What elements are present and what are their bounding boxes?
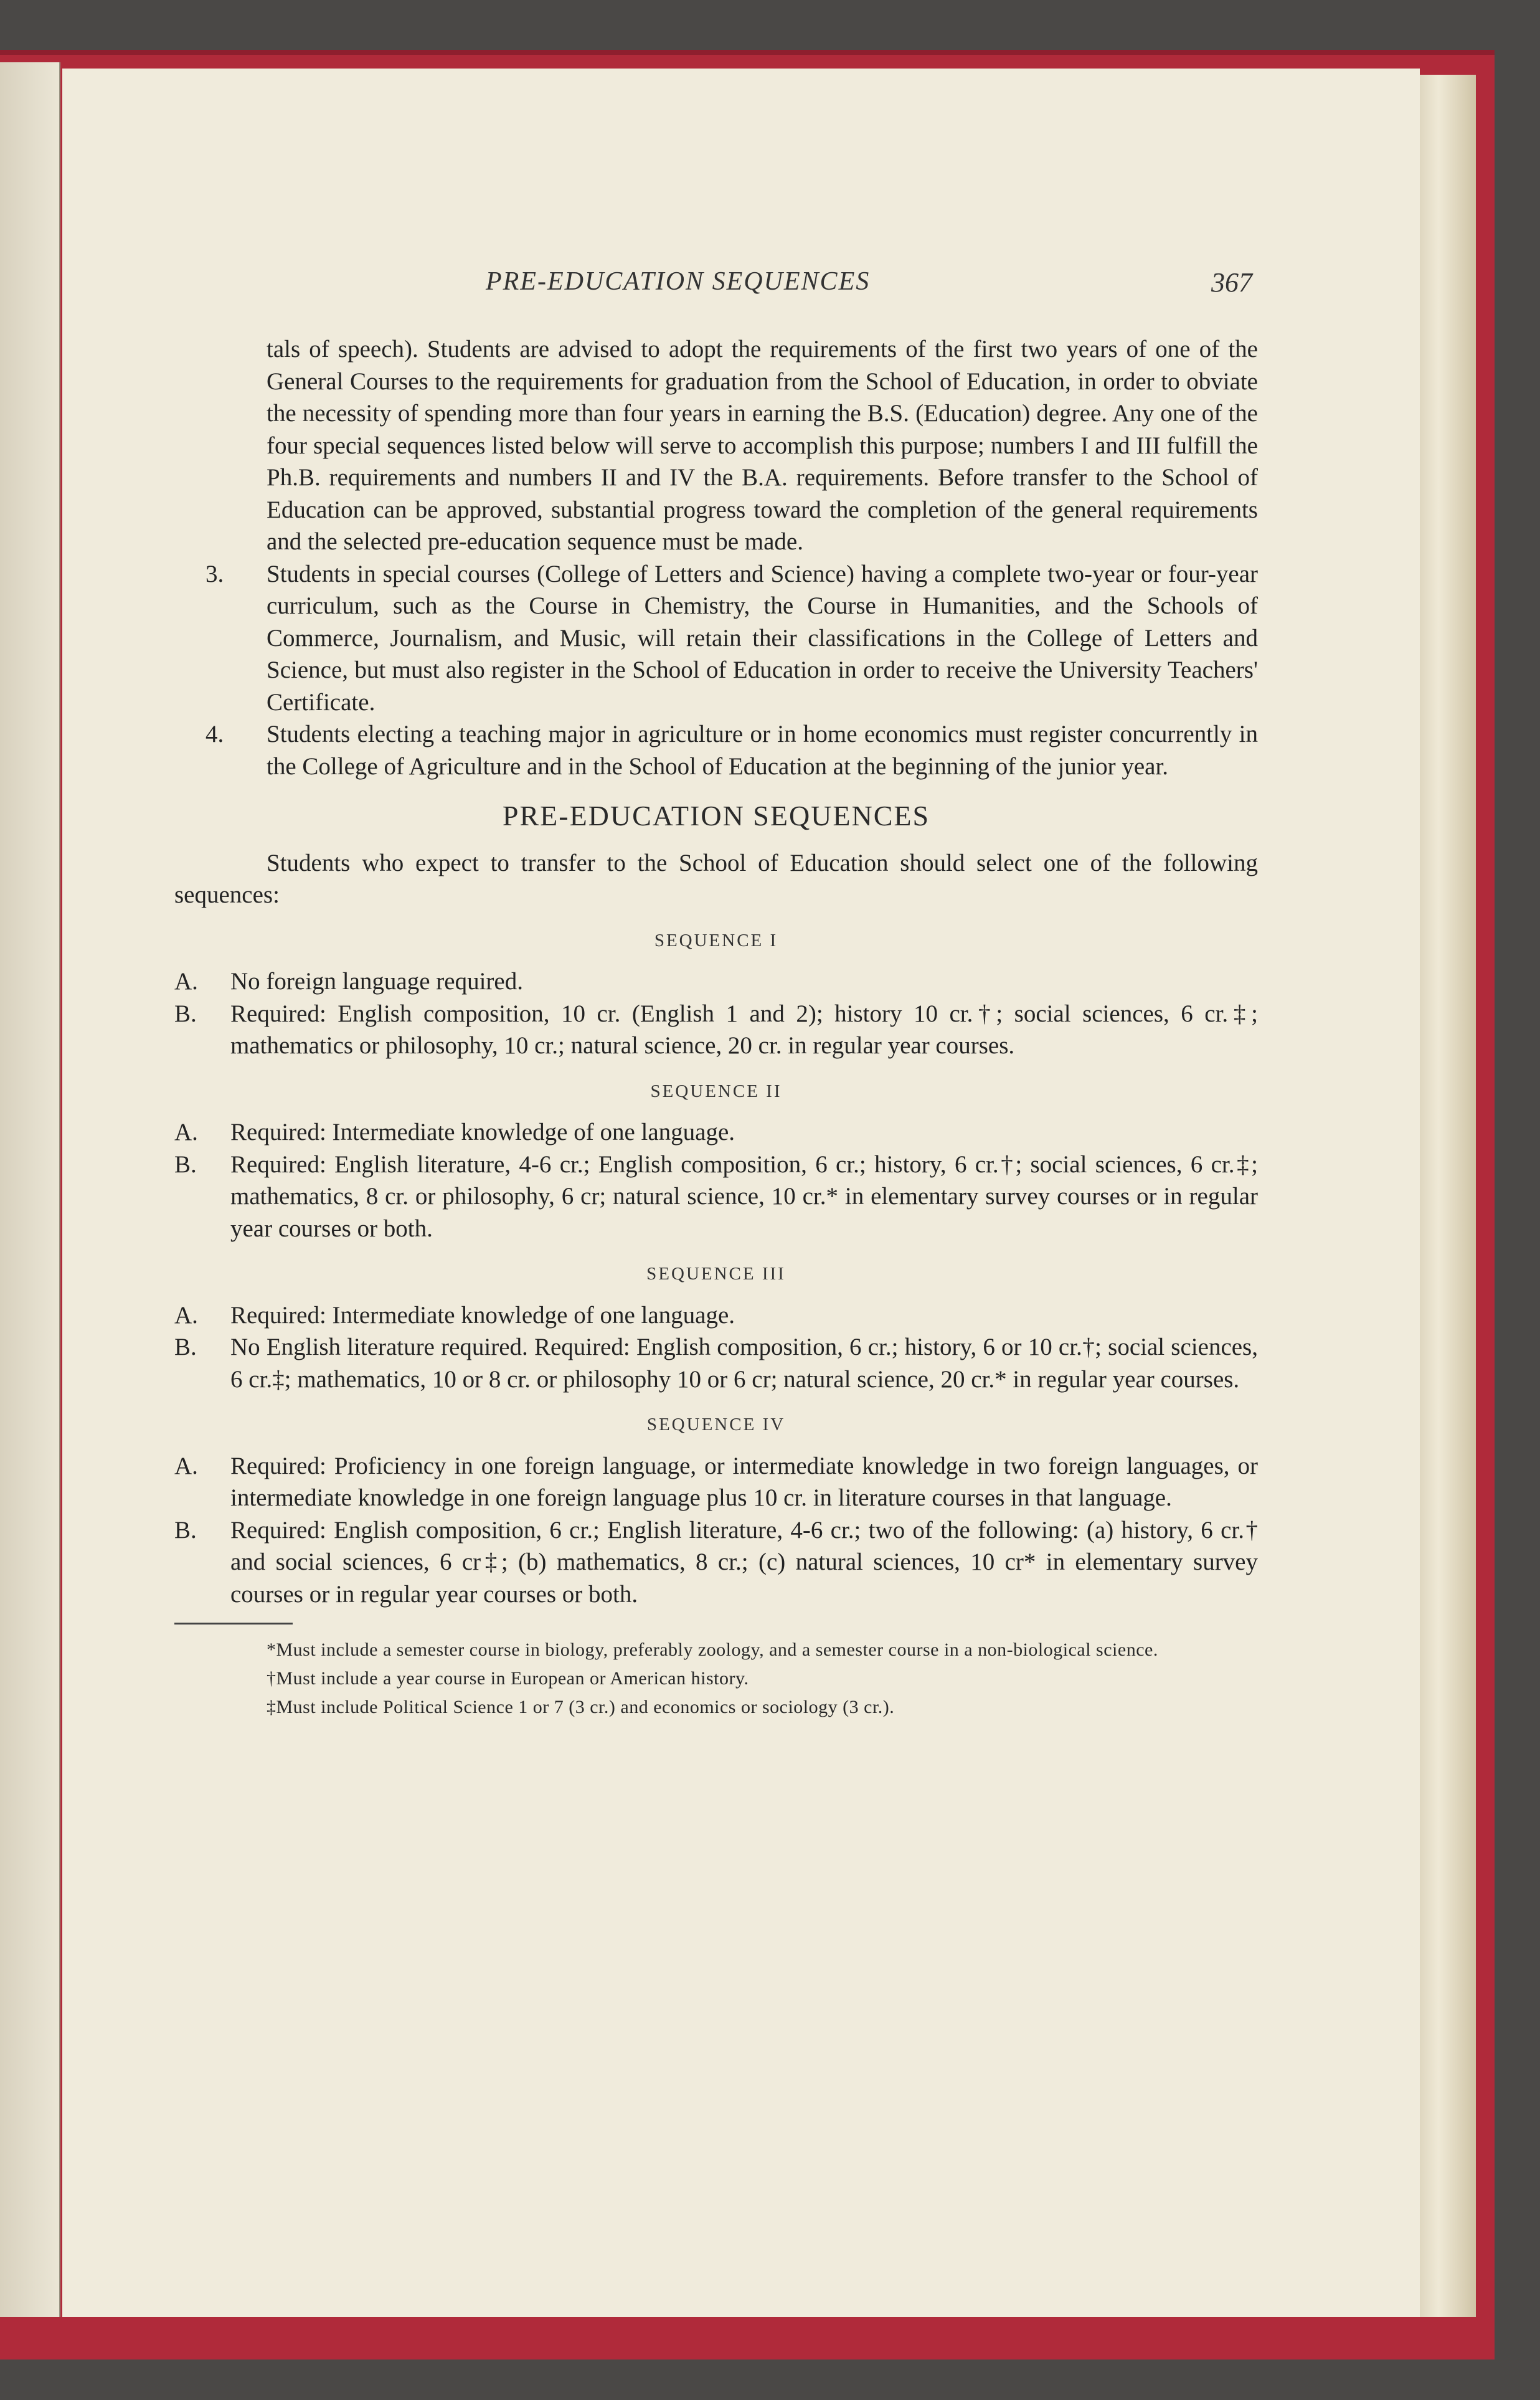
numbered-item-4 xyxy=(174,718,1258,782)
previous-page-edge xyxy=(0,62,60,2317)
item-text: Students electing a teaching major in agriculture or in home economics must register concurrently in the College of Agriculture and in the School of Education at the beginning of the junior year. xyxy=(267,721,1258,780)
section-heading: PRE-EDUCATION SEQUENCES xyxy=(502,800,930,832)
footnotes xyxy=(174,1636,1258,1722)
running-title: PRE-EDUCATION SEQUENCES xyxy=(486,267,871,296)
sequence-item xyxy=(174,998,1258,1062)
item-text: Required: English composition, 6 cr.; English literature, 4-6 cr.; two of the following: (a) history, 6 cr.† and social sciences, 6 cr‡; (b) mathematics, 8 cr.; (c) natural sciences, 10 cr* in elementary survey courses or in regular year courses or both. xyxy=(230,1516,1258,1608)
footnote-asterisk: *Must include a semester course in biology, preferably zoology, and a semester course in a non-biological science. xyxy=(267,1639,1158,1660)
item-text: Required: Intermediate knowledge of one language. xyxy=(230,1301,735,1329)
footnote-rule xyxy=(174,1623,293,1625)
sequence-3 xyxy=(174,1258,1258,1395)
sequence-title: SEQUENCE III xyxy=(646,1264,786,1284)
item-text: Required: Proficiency in one foreign language, or intermediate knowledge in two foreign languages, or intermediate knowledge in one foreign language plus 10 cr. in literature courses in that language. xyxy=(230,1452,1258,1511)
item-number: 4. xyxy=(205,721,224,747)
sequence-item xyxy=(174,1514,1258,1611)
item-number: 3. xyxy=(205,560,224,587)
continuation-paragraph: tals of speech). Students are advised to adopt the requirements of the first two years of one of the General Courses to the requirements for graduation from the School of Education, in order to obviate the necessity of spending more than four years in earning the B.S. (Education) degree. Any one of the four special sequences listed below will serve to accomplish this purpose; numbers I and III fulfill the Ph.B. requirements and numbers II and IV the B.A. requirements. Before transfer to the School of Education can be approved, substantial progress toward the completion of the general requirements and the selected pre-education sequence must be made. xyxy=(267,336,1258,555)
item-text: No English literature required. Required: English composition, 6 cr.; history, 6 or 10 cr.†; social sciences, 6 cr.‡; mathematics, 10 or 8 cr. or philosophy 10 or 6 cr; natural science, 20 cr.* in regular year courses. xyxy=(230,1334,1258,1393)
item-label: A. xyxy=(174,1301,198,1329)
item-label: B. xyxy=(174,1516,197,1544)
sequence-4 xyxy=(174,1409,1258,1610)
sequence-item xyxy=(174,1450,1258,1514)
item-text: Required: English composition, 10 cr. (English 1 and 2); history 10 cr.†; social sciences, 6 cr.‡; mathematics or philosophy, 10 cr.; natural science, 20 cr. in regular year courses. xyxy=(230,1000,1258,1059)
sequence-title: SEQUENCE I xyxy=(654,930,778,951)
item-text: Required: English literature, 4-6 cr.; English composition, 6 cr.; history, 6 cr.†; social sciences, 6 cr.‡; mathematics, 8 cr. or philosophy, 6 cr; natural science, 10 cr.* in elementary survey courses or in regular year courses or both. xyxy=(230,1150,1258,1242)
item-label: B. xyxy=(174,1000,197,1027)
sequence-item xyxy=(174,1149,1258,1245)
item-text: Students in special courses (College of Letters and Science) having a complete two-year or four-year curriculum, such as the Course in Chemistry, the Course in Humanities, and the Schools of Commerce, Journalism, and Music, will retain their classifications in the College of Letters and Science, but must also register in the School of Education in order to receive the University Teachers' Certificate. xyxy=(267,560,1258,716)
footnote-dagger: †Must include a year course in European or American history. xyxy=(267,1668,749,1689)
item-label: A. xyxy=(174,968,198,995)
page-number: 367 xyxy=(1211,267,1252,298)
item-label: A. xyxy=(174,1452,198,1479)
item-text: Required: Intermediate knowledge of one language. xyxy=(230,1119,735,1145)
numbered-item-3 xyxy=(174,558,1258,719)
sequence-item xyxy=(174,1116,1258,1149)
item-label: A. xyxy=(174,1119,198,1145)
sequence-item xyxy=(174,1331,1258,1395)
page-content xyxy=(174,333,1258,1722)
book-page xyxy=(62,69,1420,2317)
footnote-double-dagger: ‡Must include Political Science 1 or 7 (3 cr.) and economics or sociology (3 cr.). xyxy=(267,1697,895,1717)
sequence-2 xyxy=(174,1076,1258,1245)
page-stack-edge xyxy=(1414,75,1476,2317)
item-label: B. xyxy=(174,1150,197,1178)
item-text: No foreign language required. xyxy=(230,968,523,995)
sequence-item xyxy=(174,1299,1258,1332)
running-head xyxy=(62,267,1420,310)
sequence-1 xyxy=(174,925,1258,1062)
section-intro: Students who expect to transfer to the School of Education should select one of the following sequences: xyxy=(174,849,1258,908)
sequence-item xyxy=(174,965,1258,998)
item-label: B. xyxy=(174,1334,197,1360)
sequence-title: SEQUENCE II xyxy=(650,1081,782,1101)
sequence-title: SEQUENCE IV xyxy=(646,1415,786,1435)
